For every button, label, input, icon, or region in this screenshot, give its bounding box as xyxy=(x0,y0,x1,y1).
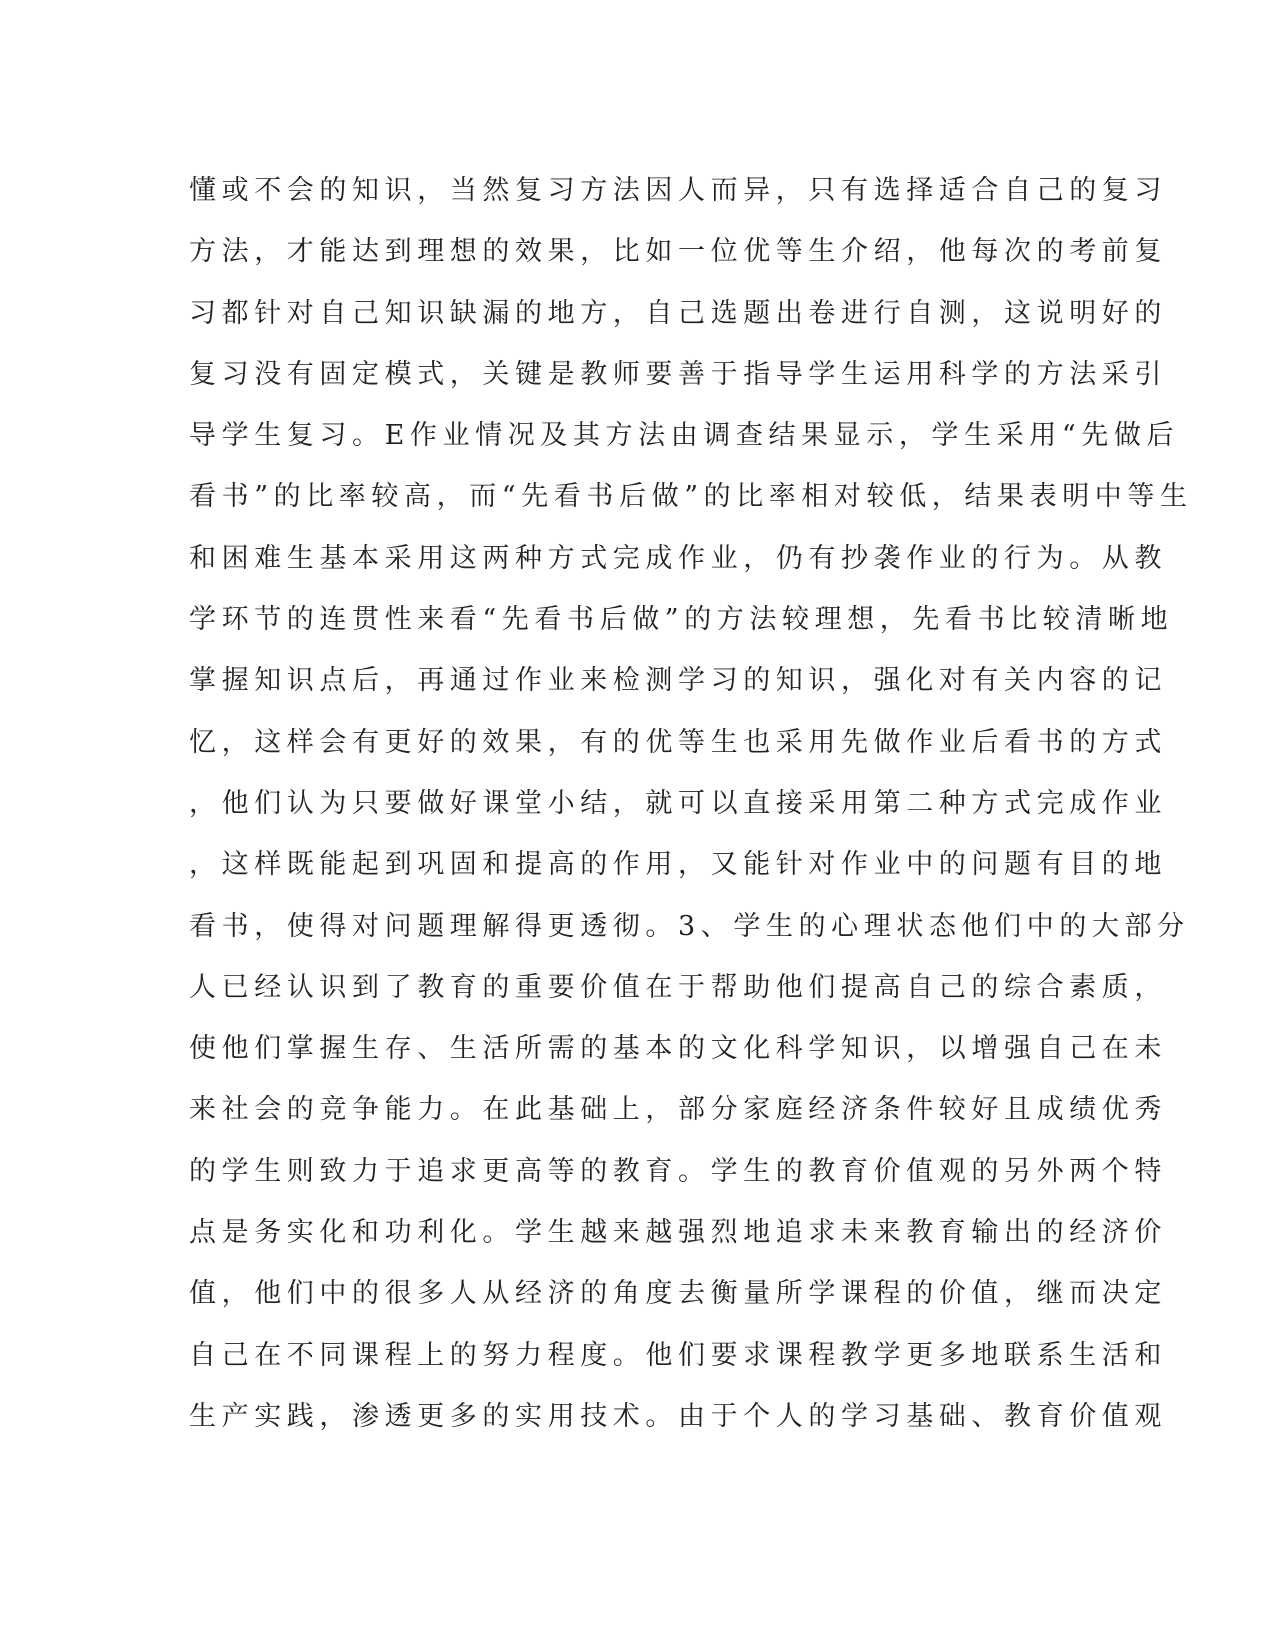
text-line-19: 值，他们中的很多人从经济的角度去衡量所学课程的价值，继而决定 xyxy=(189,1278,1167,1310)
text-line-7: 和困难生基本采用这两种方式完成作业，仍有抄袭作业的行为。从教 xyxy=(189,542,1167,574)
text-line-14: 人已经认识到了教育的重要价值在于帮助他们提高自己的综合素质， xyxy=(189,971,1167,1003)
text-line-2: 方法，才能达到理想的效果，比如一位优等生介绍，他每次的考前复 xyxy=(189,236,1167,268)
text-line-3: 习都针对自己知识缺漏的地方，自己选题出卷进行自测，这说明好的 xyxy=(189,297,1167,329)
text-line-13: 看书，使得对问题理解得更透彻。3、学生的心理状态他们中的大部分 xyxy=(189,910,1190,942)
text-line-10: 忆，这样会有更好的效果，有的优等生也采用先做作业后看书的方式 xyxy=(189,726,1167,758)
text-line-8: 学环节的连贯性来看“先看书后做”的方法较理想，先看书比较清晰地 xyxy=(189,604,1174,636)
text-line-6: 看书”的比率较高，而“先看书后做”的比率相对较低，结果表明中等生 xyxy=(189,481,1193,513)
text-line-21: 生产实践，渗透更多的实用技术。由于个人的学习基础、教育价值观 xyxy=(189,1400,1167,1432)
text-line-5: 导学生复习。E作业情况及其方法由调查结果显示，学生采用“先做后 xyxy=(189,420,1180,452)
text-line-18: 点是务实化和功利化。学生越来越强烈地追求未来教育输出的经济价 xyxy=(189,1217,1167,1249)
text-line-12: ，这样既能起到巩固和提高的作用，又能针对作业中的问题有目的地 xyxy=(189,849,1167,881)
text-line-1: 懂或不会的知识，当然复习方法因人而异，只有选择适合自己的复习 xyxy=(189,175,1167,206)
text-line-4: 复习没有固定模式，关键是教师要善于指导学生运用科学的方法采引 xyxy=(189,358,1167,390)
body-text xyxy=(189,160,1193,1447)
text-line-9: 掌握知识点后，再通过作业来检测学习的知识，强化对有关内容的记 xyxy=(189,665,1167,697)
text-line-15: 使他们掌握生存、生活所需的基本的文化科学知识，以增强自己在未 xyxy=(189,1033,1167,1065)
text-line-20: 自己在不同课程上的努力程度。他们要求课程教学更多地联系生活和 xyxy=(189,1339,1167,1371)
text-line-17: 的学生则致力于追求更高等的教育。学生的教育价值观的另外两个特 xyxy=(189,1155,1167,1187)
text-line-11: ，他们认为只要做好课堂小结，就可以直接采用第二种方式完成作业 xyxy=(189,787,1167,819)
text-line-16: 来社会的竞争能力。在此基础上，部分家庭经济条件较好且成绩优秀 xyxy=(189,1094,1167,1126)
